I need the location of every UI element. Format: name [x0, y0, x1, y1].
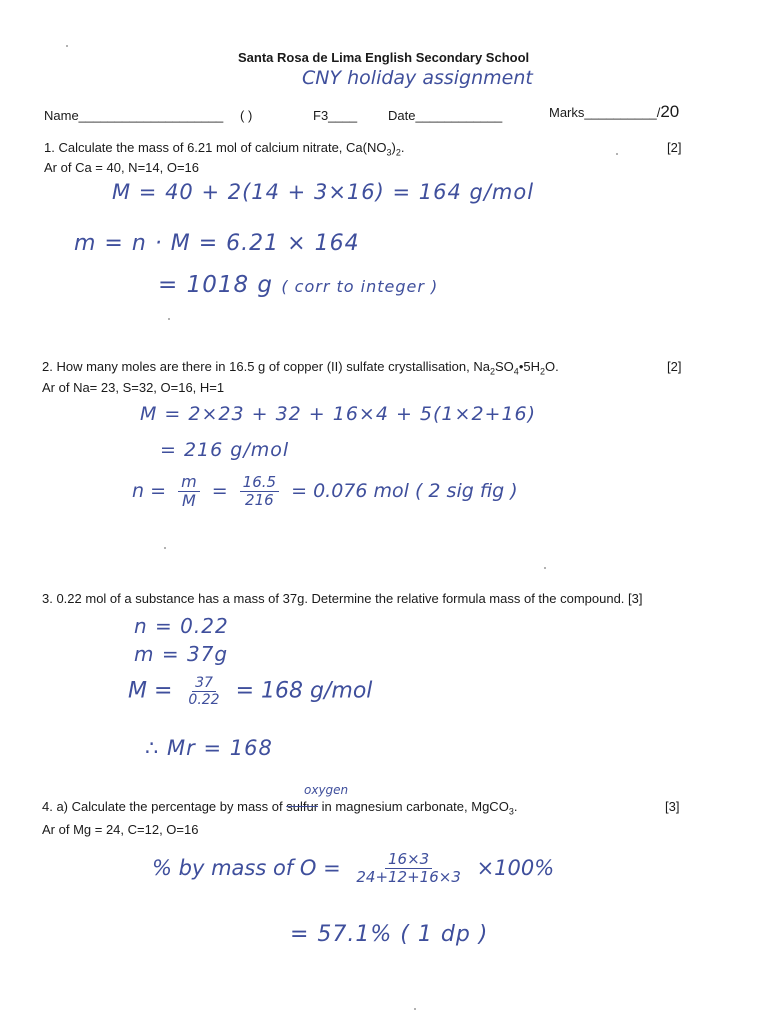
- question-4-text: [42, 799, 517, 820]
- q4-rhs: ×100%: [476, 856, 555, 880]
- q3-frac-denominator: 0.22: [188, 692, 220, 708]
- q3-answer-line-2: m = 37g: [134, 642, 229, 666]
- q2-subscript: 2: [539, 366, 545, 377]
- q2-fraction-m-over-M: [178, 474, 200, 509]
- q4-inserted-word: oxygen: [304, 783, 349, 797]
- q3-answer-line-4: ∴ Mr = 168: [145, 736, 273, 760]
- form-field: F3____: [313, 108, 358, 123]
- q2-subscript: 4: [513, 366, 519, 377]
- scan-speck: [414, 1008, 416, 1010]
- scan-speck: [66, 45, 68, 47]
- marks-label: Marks__________/: [549, 105, 661, 120]
- q3-M-label: M =: [128, 678, 173, 704]
- q2-text-part: SO: [495, 359, 514, 374]
- question-4-ar: Ar of Mg = 24, C=12, O=16: [42, 822, 199, 837]
- q3-answer-line-1: n = 0.22: [134, 614, 229, 638]
- q1-text-part: .: [400, 140, 405, 155]
- q2-fraction-values: [240, 475, 279, 508]
- question-1-ar: Ar of Ca = 40, N=14, O=16: [44, 160, 200, 175]
- q2-text-part: O.: [545, 359, 559, 374]
- question-2-text: [42, 359, 559, 380]
- q2-frac2-denominator: 216: [245, 491, 274, 509]
- q1-answer-result: = 1018 g: [158, 272, 274, 298]
- q4-frac-denominator: 24+12+16×3: [356, 868, 461, 886]
- q1-subscript: 3: [386, 147, 392, 158]
- q4-answer-line-2: = 57.1% ( 1 dp ): [290, 922, 489, 947]
- question-2-ar: Ar of Na= 23, S=32, O=16, H=1: [42, 380, 225, 395]
- q4-frac-numerator: 16×3: [385, 852, 432, 869]
- q2-frac2-numerator: 16.5: [240, 475, 279, 492]
- scan-speck: [544, 567, 546, 569]
- assignment-title: CNY holiday assignment: [302, 67, 533, 89]
- q2-equals: =: [211, 480, 228, 502]
- scan-speck: [164, 547, 166, 549]
- question-1-marks: [2]: [667, 140, 682, 155]
- q1-answer-line-3: [158, 274, 438, 297]
- marks-field: [549, 104, 679, 121]
- q4-text-part: 4. a) Calculate the percentage by mass of: [42, 799, 287, 814]
- q4-answer-line-1: [152, 852, 554, 885]
- q1-subscript: 2: [395, 147, 401, 158]
- scan-speck: [616, 153, 618, 155]
- q4-fraction: [353, 852, 464, 885]
- school-name: Santa Rosa de Lima English Secondary School: [238, 50, 530, 65]
- question-1-text: [44, 140, 404, 161]
- q2-text-part: •5H: [518, 359, 540, 374]
- q1-answer-line-1: M = 40 + 2(14 + 3×16) = 164 g/mol: [112, 180, 535, 204]
- scan-speck: [168, 318, 170, 320]
- q2-frac1-numerator: m: [178, 474, 200, 492]
- q1-text-part: ): [391, 140, 396, 155]
- question-2-marks: [2]: [667, 359, 682, 374]
- q2-text-part: 2. How many moles are there in 16.5 g of copper (II) sulfate crystallisation, Na: [42, 359, 490, 374]
- date-field: Date____________: [388, 108, 503, 123]
- q4-text-part: .: [513, 799, 518, 814]
- q3-fraction: [185, 676, 222, 707]
- question-3-text: 3. 0.22 mol of a substance has a mass of 37g. Determine the relative formula mass of the compound. [3]: [42, 591, 643, 606]
- marks-total: 20: [660, 102, 680, 121]
- question-4-marks: [3]: [665, 799, 680, 814]
- q2-n-label: n =: [132, 480, 167, 502]
- name-field: Name____________________: [44, 108, 224, 123]
- q4-text-part: in magnesium carbonate, MgCO: [318, 799, 509, 814]
- q1-text-part: 1. Calculate the mass of 6.21 mol of calcium nitrate, Ca(NO: [44, 140, 387, 155]
- q2-answer-line-3: [132, 474, 518, 509]
- q3-answer-line-3: [128, 676, 372, 707]
- q4-struck-word: sulfur: [286, 799, 319, 814]
- q2-answer-line-2: = 216 g/mol: [160, 439, 290, 461]
- class-number-field: ( ): [240, 108, 253, 123]
- q4-lhs: % by mass of O =: [152, 856, 341, 880]
- q2-subscript: 2: [489, 366, 495, 377]
- q2-frac1-denominator: M: [181, 491, 196, 510]
- q1-answer-note: ( corr to integer ): [281, 277, 439, 296]
- q2-answer-line-1: M = 2×23 + 32 + 16×4 + 5(1×2+16): [140, 403, 537, 425]
- q3-result: = 168 g/mol: [235, 678, 373, 704]
- q3-frac-numerator: 37: [192, 676, 216, 692]
- q1-answer-line-2: m = n · M = 6.21 × 164: [74, 231, 360, 256]
- q4-subscript: 3: [508, 806, 514, 817]
- q2-result: = 0.076 mol ( 2 sig fig ): [291, 480, 518, 502]
